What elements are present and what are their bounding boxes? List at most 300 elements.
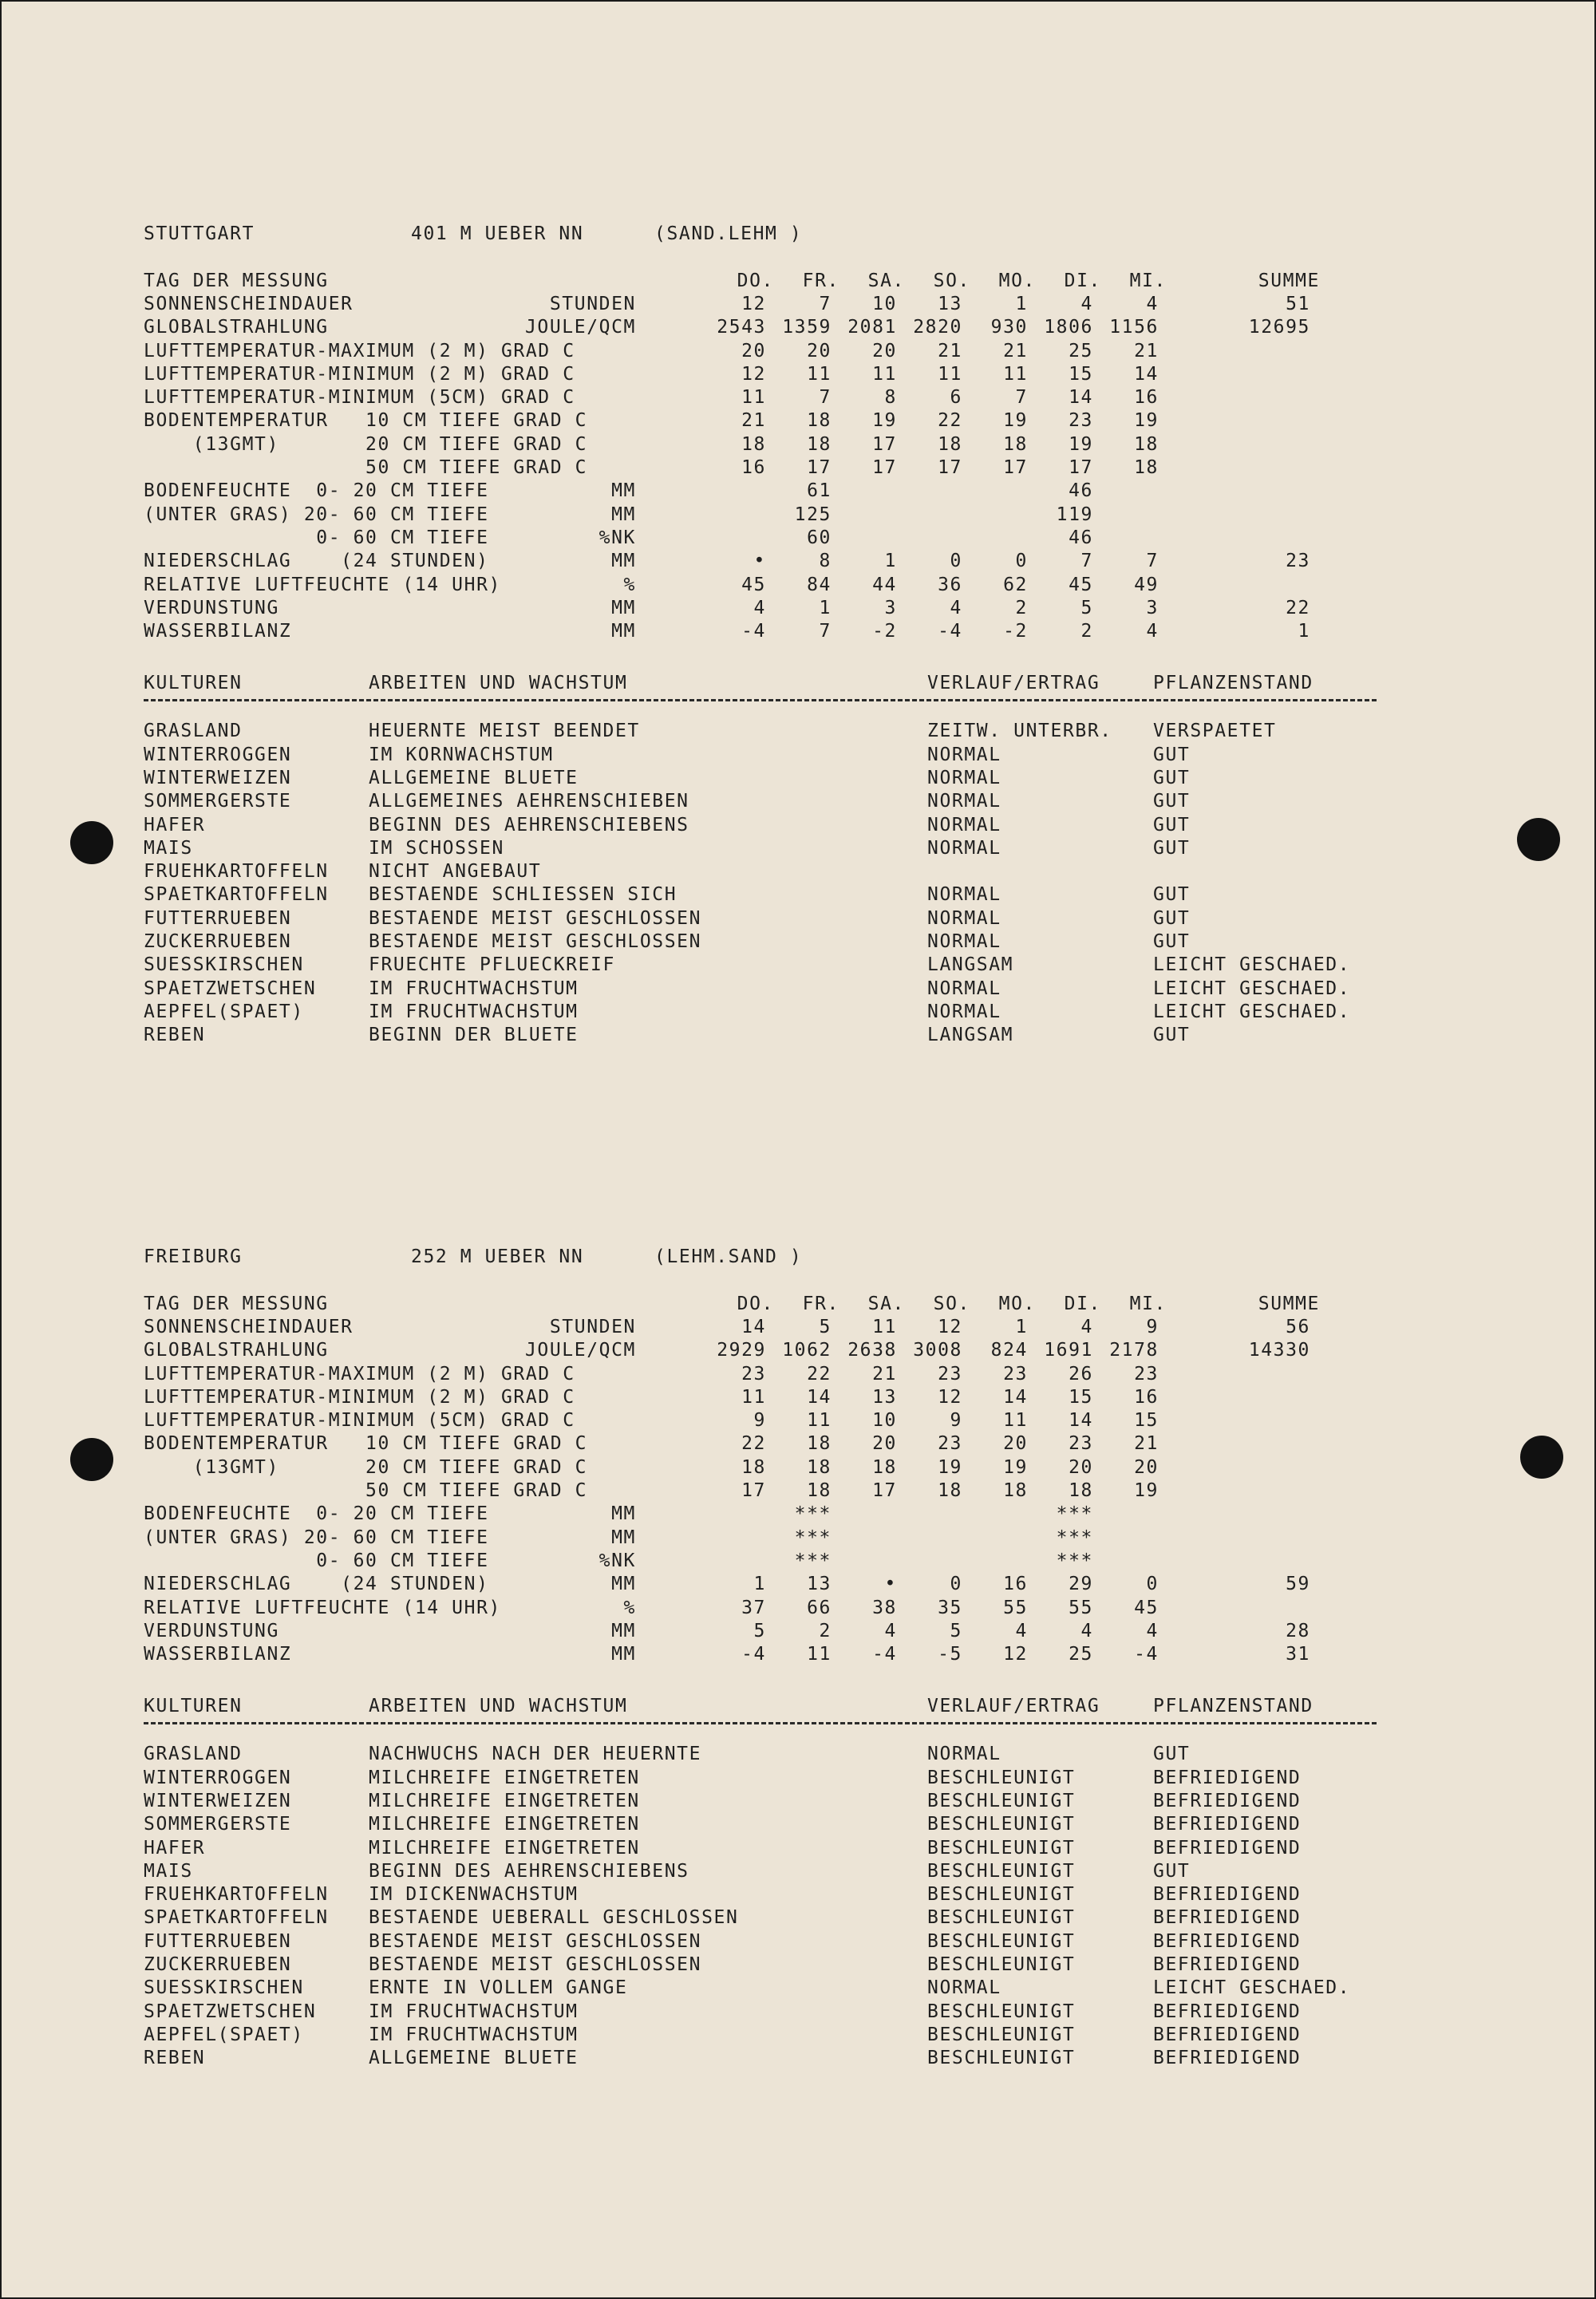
measure-value: 18	[1003, 1480, 1028, 1501]
measure-value: 4	[1080, 1620, 1093, 1641]
measure-value: 15	[1069, 363, 1093, 385]
measure-value: 21	[1003, 340, 1028, 361]
measure-value: 66	[807, 1597, 832, 1618]
measure-value: 23	[938, 1433, 962, 1455]
crop-course: BESCHLEUNIGT	[927, 1954, 1076, 1975]
measure-value: 2	[1080, 621, 1093, 642]
crop-state: BEFRIEDIGEND	[1153, 2048, 1302, 2069]
crop-work: BESTAENDE MEIST GESCHLOSSEN	[369, 1954, 702, 1975]
measure-value: 4	[884, 1620, 897, 1641]
measure-value: 3	[1146, 597, 1159, 618]
measure-value: 21	[1134, 1433, 1159, 1455]
crops-header-work: ARBEITEN UND WACHSTUM	[369, 1695, 628, 1716]
punch-hole-right-top	[1517, 818, 1560, 861]
measure-value: 10	[872, 293, 897, 314]
crop-work: ALLGEMEINE BLUETE	[369, 767, 579, 788]
crop-name: MAIS	[144, 837, 193, 859]
measure-value: 25	[1069, 1644, 1093, 1665]
measure-value: 45	[1069, 574, 1093, 595]
crop-state: GUT	[1153, 837, 1191, 859]
crop-course: BESCHLEUNIGT	[927, 1790, 1076, 1811]
crop-name: FUTTERRUEBEN	[144, 1930, 292, 1952]
measure-value: 10	[872, 1410, 897, 1432]
measure-value: 7	[819, 621, 832, 642]
crop-name: SPAETKARTOFFELN	[144, 884, 329, 906]
measure-value: 19	[1134, 1480, 1159, 1501]
measure-unit: %	[623, 1597, 636, 1618]
crop-course: LANGSAM	[927, 1025, 1014, 1046]
measure-value: 11	[741, 387, 766, 409]
crop-state: BEFRIEDIGEND	[1153, 1767, 1302, 1788]
crop-state: GUT	[1153, 907, 1191, 929]
measure-value: 11	[1003, 1410, 1028, 1432]
crop-course: ZEITW. UNTERBR.	[927, 721, 1112, 742]
crop-work: BESTAENDE MEIST GESCHLOSSEN	[369, 931, 702, 952]
crop-name: FRUEHKARTOFFELN	[144, 861, 329, 883]
measure-value: ***	[1056, 1527, 1093, 1548]
measure-value: 18	[807, 433, 832, 455]
measure-value: 18	[1069, 1480, 1093, 1501]
crop-course: NORMAL	[927, 1744, 1001, 1765]
crop-state: GUT	[1153, 791, 1191, 812]
measure-value: -4	[872, 1644, 897, 1665]
measure-value: 14	[1003, 1386, 1028, 1408]
measure-label: (13GMT) 20 CM TIEFE GRAD C	[144, 1456, 588, 1478]
crop-course: BESCHLEUNIGT	[927, 1860, 1076, 1882]
crops-header-crop: KULTUREN	[144, 672, 243, 693]
measure-label: RELATIVE LUFTFEUCHTE (14 UHR)	[144, 1597, 501, 1618]
measure-value: 2178	[1109, 1340, 1159, 1361]
measure-value: 20	[807, 340, 832, 361]
punch-hole-left-bottom	[70, 1438, 113, 1481]
measure-value: 4	[1080, 1316, 1093, 1337]
measure-value: 18	[807, 410, 832, 432]
measure-unit: JOULE/QCM	[524, 1340, 636, 1361]
crop-state: LEICHT GESCHAED.	[1153, 1977, 1351, 1999]
measure-value: 45	[741, 574, 766, 595]
measure-label: WASSERBILANZ	[144, 1644, 292, 1665]
measure-value: 25	[1069, 340, 1093, 361]
measure-value: 11	[807, 363, 832, 385]
measure-value: 45	[1134, 1597, 1159, 1618]
crop-state: GUT	[1153, 931, 1191, 952]
measure-value: -4	[938, 621, 962, 642]
measure-value: 0	[1146, 1574, 1159, 1595]
crop-work: ALLGEMEINES AEHRENSCHIEBEN	[369, 791, 689, 812]
crop-name: SUESSKIRSCHEN	[144, 1977, 304, 1999]
measure-label: (13GMT) 20 CM TIEFE GRAD C	[144, 433, 588, 455]
sum-header: SUMME	[1258, 1293, 1320, 1314]
crop-course: BESCHLEUNIGT	[927, 2024, 1076, 2045]
crops-header-state: PFLANZENSTAND	[1153, 1695, 1314, 1716]
measure-value: 22	[741, 1433, 766, 1455]
measure-sum: 22	[1286, 597, 1310, 618]
day-header-cell: MO.	[998, 1293, 1036, 1314]
crop-name: HAFER	[144, 814, 206, 835]
measure-label: LUFTTEMPERATUR-MAXIMUM (2 M) GRAD C	[144, 1363, 575, 1385]
measure-value: 36	[938, 574, 962, 595]
measure-value: 17	[1003, 457, 1028, 478]
measure-value: 3	[884, 597, 897, 618]
measure-value: 4	[1146, 293, 1159, 314]
measure-value: 2543	[717, 317, 766, 338]
day-header-cell: SA.	[867, 270, 905, 291]
punch-hole-right-bottom	[1520, 1436, 1563, 1479]
measure-value: •	[753, 551, 766, 572]
crop-name: GRASLAND	[144, 721, 243, 742]
crop-state: BEFRIEDIGEND	[1153, 1814, 1302, 1835]
crop-name: REBEN	[144, 2048, 206, 2069]
measure-value: 1	[819, 597, 832, 618]
measure-value: 19	[1003, 410, 1028, 432]
measure-value: 119	[1056, 504, 1093, 525]
measure-unit: %NK	[598, 1550, 636, 1571]
measure-value: 2929	[717, 1340, 766, 1361]
measure-value: 2081	[847, 317, 897, 338]
station-elevation: 252 M UEBER NN	[411, 1246, 584, 1267]
measure-value: 9	[1146, 1316, 1159, 1337]
measure-value: •	[884, 1574, 897, 1595]
measure-label: WASSERBILANZ	[144, 621, 292, 642]
crop-name: GRASLAND	[144, 1744, 243, 1765]
measure-value: 18	[938, 433, 962, 455]
crop-course: NORMAL	[927, 791, 1001, 812]
measure-value: 11	[807, 1644, 832, 1665]
day-header-cell: FR.	[802, 1293, 839, 1314]
measure-value: 17	[872, 457, 897, 478]
measure-value: 44	[872, 574, 897, 595]
measure-sum: 12695	[1248, 317, 1310, 338]
crops-header-state: PFLANZENSTAND	[1153, 672, 1314, 693]
measure-value: ***	[794, 1550, 832, 1571]
measure-value: 14	[807, 1386, 832, 1408]
measure-value: 21	[741, 410, 766, 432]
measure-value: 12	[741, 363, 766, 385]
crop-state: BEFRIEDIGEND	[1153, 1907, 1302, 1929]
measure-label: 0- 60 CM TIEFE	[144, 1550, 489, 1571]
measure-value: 14	[1069, 1410, 1093, 1432]
crops-header-course: VERLAUF/ERTRAG	[927, 1695, 1100, 1716]
measure-label: 50 CM TIEFE GRAD C	[144, 457, 588, 478]
measure-value: 8	[884, 387, 897, 409]
measure-value: 4	[1015, 1620, 1028, 1641]
measure-value: 17	[938, 457, 962, 478]
crop-work: BEGINN DES AEHRENSCHIEBENS	[369, 814, 689, 835]
day-header-cell: MI.	[1129, 1293, 1167, 1314]
measure-sum: 51	[1286, 293, 1310, 314]
measure-sum: 28	[1286, 1620, 1310, 1641]
crop-name: FRUEHKARTOFFELN	[144, 1884, 329, 1906]
crop-work: IM FRUCHTWACHSTUM	[369, 2024, 579, 2045]
measure-value: 9	[950, 1410, 962, 1432]
measure-value: 1691	[1044, 1340, 1093, 1361]
crop-state: GUT	[1153, 767, 1191, 788]
measure-value: 5	[1080, 597, 1093, 618]
measure-value: 23	[938, 1363, 962, 1385]
crop-work: MILCHREIFE EINGETRETEN	[369, 1814, 640, 1835]
day-header-label: TAG DER MESSUNG	[144, 270, 329, 291]
day-header-cell: SO.	[933, 270, 970, 291]
measure-label: LUFTTEMPERATUR-MINIMUM (2 M) GRAD C	[144, 1386, 575, 1408]
measure-value: 1	[753, 1574, 766, 1595]
measure-value: 14	[1134, 363, 1159, 385]
measure-value: 18	[807, 1480, 832, 1501]
crop-work: IM DICKENWACHSTUM	[369, 1884, 579, 1906]
measure-unit: %NK	[598, 527, 636, 548]
crop-name: WINTERROGGEN	[144, 744, 292, 765]
day-header-cell: DO.	[737, 1293, 774, 1314]
measure-value: 20	[1134, 1456, 1159, 1478]
measure-value: 5	[753, 1620, 766, 1641]
sum-header: SUMME	[1258, 270, 1320, 291]
measure-value: 930	[990, 317, 1028, 338]
measure-value: 61	[807, 480, 832, 502]
punch-hole-left-top	[70, 821, 113, 864]
measure-value: 19	[1069, 433, 1093, 455]
measure-value: 4	[1146, 621, 1159, 642]
day-header-cell: DO.	[737, 270, 774, 291]
crop-work: ALLGEMEINE BLUETE	[369, 2048, 579, 2069]
measure-label: BODENTEMPERATUR 10 CM TIEFE GRAD C	[144, 1433, 588, 1455]
crop-name: REBEN	[144, 1025, 206, 1046]
station-soil: (LEHM.SAND )	[654, 1246, 803, 1267]
measure-label: VERDUNSTUNG	[144, 1620, 279, 1641]
measure-value: 14	[1069, 387, 1093, 409]
measure-value: 4	[950, 597, 962, 618]
measure-label: NIEDERSCHLAG (24 STUNDEN)	[144, 551, 489, 572]
crop-state: GUT	[1153, 884, 1191, 906]
crop-name: SPAETZWETSCHEN	[144, 978, 317, 999]
station-name: STUTTGART	[144, 223, 255, 244]
crop-name: ZUCKERRUEBEN	[144, 931, 292, 952]
measure-value: 20	[1069, 1456, 1093, 1478]
measure-sum: 23	[1286, 551, 1310, 572]
measure-value: 23	[1134, 1363, 1159, 1385]
measure-value: ***	[1056, 1550, 1093, 1571]
measure-value: 21	[1134, 340, 1159, 361]
measure-label: LUFTTEMPERATUR-MINIMUM (2 M) GRAD C	[144, 363, 575, 385]
measure-value: 12	[1003, 1644, 1028, 1665]
measure-value: 15	[1134, 1410, 1159, 1432]
measure-label: NIEDERSCHLAG (24 STUNDEN)	[144, 1574, 489, 1595]
crop-state: LEICHT GESCHAED.	[1153, 954, 1351, 976]
measure-value: 18	[807, 1456, 832, 1478]
measure-value: 2	[819, 1620, 832, 1641]
measure-value: 17	[807, 457, 832, 478]
crop-course: NORMAL	[927, 978, 1001, 999]
crop-course: NORMAL	[927, 837, 1001, 859]
measure-value: 18	[807, 1433, 832, 1455]
measure-value: -2	[872, 621, 897, 642]
measure-value: 22	[938, 410, 962, 432]
crop-state: LEICHT GESCHAED.	[1153, 1001, 1351, 1022]
crop-work: IM FRUCHTWACHSTUM	[369, 2001, 579, 2022]
measure-label: 0- 60 CM TIEFE	[144, 527, 489, 548]
measure-value: -2	[1003, 621, 1028, 642]
measure-value: 17	[741, 1480, 766, 1501]
crop-state: BEFRIEDIGEND	[1153, 2001, 1302, 2022]
crop-state: GUT	[1153, 1744, 1191, 1765]
measure-value: 12	[938, 1386, 962, 1408]
measure-sum: 31	[1286, 1644, 1310, 1665]
measure-value: 46	[1069, 480, 1093, 502]
measure-value: 23	[1069, 410, 1093, 432]
measure-label: RELATIVE LUFTFEUCHTE (14 UHR)	[144, 574, 501, 595]
measure-value: 824	[990, 1340, 1028, 1361]
measure-value: 49	[1134, 574, 1159, 595]
measure-value: 23	[1069, 1433, 1093, 1455]
measure-value: 20	[741, 340, 766, 361]
measure-value: 7	[1146, 551, 1159, 572]
crop-work: BESTAENDE MEIST GESCHLOSSEN	[369, 907, 702, 929]
measure-value: 13	[872, 1386, 897, 1408]
measure-value: 20	[1003, 1433, 1028, 1455]
day-header-cell: FR.	[802, 270, 839, 291]
measure-unit: MM	[611, 1644, 636, 1665]
crop-state: BEFRIEDIGEND	[1153, 1954, 1302, 1975]
measure-value: 18	[1134, 433, 1159, 455]
measure-unit: %	[623, 574, 636, 595]
measure-value: 16	[1003, 1574, 1028, 1595]
crop-state: BEFRIEDIGEND	[1153, 1837, 1302, 1859]
measure-value: 18	[1003, 433, 1028, 455]
day-header-label: TAG DER MESSUNG	[144, 1293, 329, 1314]
measure-unit: MM	[611, 1503, 636, 1525]
measure-value: 3008	[913, 1340, 962, 1361]
crop-course: BESCHLEUNIGT	[927, 1907, 1076, 1929]
crop-work: FRUECHTE PFLUECKREIF	[369, 954, 615, 976]
crop-name: SPAETZWETSCHEN	[144, 2001, 317, 2022]
measure-value: 20	[872, 1433, 897, 1455]
measure-value: 20	[872, 340, 897, 361]
measure-label: GLOBALSTRAHLUNG	[144, 1340, 329, 1361]
day-header-cell: DI.	[1064, 270, 1101, 291]
crop-course: BESCHLEUNIGT	[927, 2048, 1076, 2069]
crop-course: NORMAL	[927, 907, 1001, 929]
measure-value: 12	[938, 1316, 962, 1337]
measure-label: 50 CM TIEFE GRAD C	[144, 1480, 588, 1501]
measure-value: 1062	[782, 1340, 832, 1361]
crops-header-course: VERLAUF/ERTRAG	[927, 672, 1100, 693]
crop-course: BESCHLEUNIGT	[927, 2001, 1076, 2022]
measure-value: 19	[872, 410, 897, 432]
measure-value: 0	[1015, 551, 1028, 572]
measure-value: 1806	[1044, 317, 1093, 338]
measure-label: LUFTTEMPERATUR-MINIMUM (5CM) GRAD C	[144, 387, 575, 409]
measure-value: 37	[741, 1597, 766, 1618]
crop-course: BESCHLEUNIGT	[927, 1814, 1076, 1835]
crop-course: NORMAL	[927, 884, 1001, 906]
measure-value: 125	[794, 504, 832, 525]
crop-course: NORMAL	[927, 931, 1001, 952]
measure-value: 16	[741, 457, 766, 478]
measure-value: 0	[950, 551, 962, 572]
crop-work: MILCHREIFE EINGETRETEN	[369, 1790, 640, 1811]
crop-course: NORMAL	[927, 814, 1001, 835]
measure-value: 8	[819, 551, 832, 572]
measure-label: GLOBALSTRAHLUNG	[144, 317, 329, 338]
crop-course: NORMAL	[927, 1977, 1001, 1999]
measure-value: 1	[1015, 1316, 1028, 1337]
measure-value: 23	[741, 1363, 766, 1385]
measure-unit: STUNDEN	[549, 293, 636, 314]
measure-sum: 1	[1298, 621, 1310, 642]
crop-name: AEPFEL(SPAET)	[144, 2024, 304, 2045]
measure-unit: MM	[611, 597, 636, 618]
measure-value: 4	[753, 597, 766, 618]
measure-value: 5	[950, 1620, 962, 1641]
measure-value: 9	[753, 1410, 766, 1432]
crop-course: BESCHLEUNIGT	[927, 1837, 1076, 1859]
measure-value: -4	[741, 1644, 766, 1665]
measure-value: 1156	[1109, 317, 1159, 338]
crop-name: FUTTERRUEBEN	[144, 907, 292, 929]
crop-name: WINTERWEIZEN	[144, 1790, 292, 1811]
measure-sum: 56	[1286, 1316, 1310, 1337]
measure-value: -4	[1134, 1644, 1159, 1665]
crop-work: MILCHREIFE EINGETRETEN	[369, 1767, 640, 1788]
crop-name: MAIS	[144, 1860, 193, 1882]
crop-work: IM FRUCHTWACHSTUM	[369, 978, 579, 999]
measure-value: 11	[807, 1410, 832, 1432]
day-header-cell: MI.	[1129, 270, 1167, 291]
crop-work: ERNTE IN VOLLEM GANGE	[369, 1977, 628, 1999]
measure-value: 17	[872, 433, 897, 455]
day-header-cell: SO.	[933, 1293, 970, 1314]
measure-value: ***	[794, 1527, 832, 1548]
measure-value: 2820	[913, 317, 962, 338]
crop-course: NORMAL	[927, 744, 1001, 765]
crop-name: SOMMERGERSTE	[144, 1814, 292, 1835]
measure-unit: MM	[611, 480, 636, 502]
measure-value: 1	[884, 551, 897, 572]
measure-value: 17	[1069, 457, 1093, 478]
measure-value: 13	[807, 1574, 832, 1595]
crop-state: BEFRIEDIGEND	[1153, 2024, 1302, 2045]
crop-state: VERSPAETET	[1153, 721, 1277, 742]
crop-work: IM SCHOSSEN	[369, 837, 504, 859]
dashed-divider	[144, 699, 1377, 701]
measure-value: 11	[872, 1316, 897, 1337]
measure-value: 15	[1069, 1386, 1093, 1408]
measure-label: SONNENSCHEINDAUER	[144, 1316, 354, 1337]
measure-value: 62	[1003, 574, 1028, 595]
crop-course: BESCHLEUNIGT	[927, 1767, 1076, 1788]
measure-value: 26	[1069, 1363, 1093, 1385]
measure-value: 19	[1134, 410, 1159, 432]
crop-state: GUT	[1153, 1025, 1191, 1046]
crop-course: NORMAL	[927, 1001, 1001, 1022]
measure-value: 46	[1069, 527, 1093, 548]
measure-value: 18	[1134, 457, 1159, 478]
measure-value: 12	[741, 293, 766, 314]
measure-value: 13	[938, 293, 962, 314]
measure-value: ***	[794, 1503, 832, 1525]
measure-label: BODENTEMPERATUR 10 CM TIEFE GRAD C	[144, 410, 588, 432]
measure-value: 11	[938, 363, 962, 385]
measure-sum: 59	[1286, 1574, 1310, 1595]
measure-value: 7	[1080, 551, 1093, 572]
crop-state: GUT	[1153, 814, 1191, 835]
crops-header-crop: KULTUREN	[144, 1695, 243, 1716]
measure-value: -4	[741, 621, 766, 642]
measure-value: 11	[741, 1386, 766, 1408]
crop-work: BESTAENDE MEIST GESCHLOSSEN	[369, 1930, 702, 1952]
measure-label: (UNTER GRAS) 20- 60 CM TIEFE	[144, 504, 489, 525]
crop-name: WINTERWEIZEN	[144, 767, 292, 788]
crop-work: BEGINN DES AEHRENSCHIEBENS	[369, 1860, 689, 1882]
measure-value: 11	[1003, 363, 1028, 385]
